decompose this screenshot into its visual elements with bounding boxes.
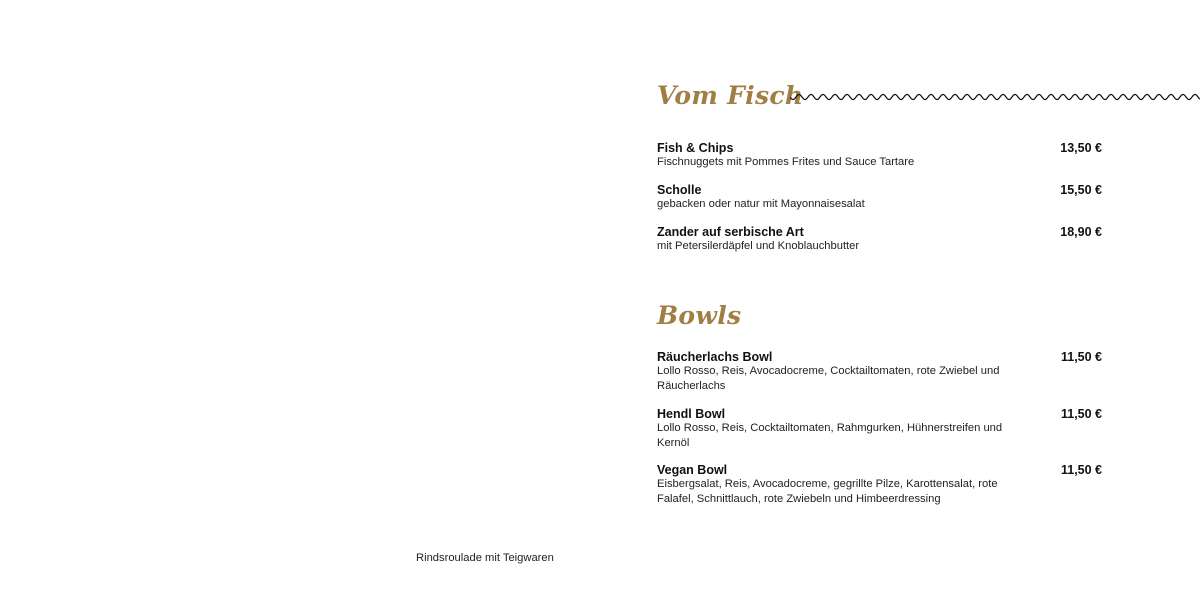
menu-item-price: 15,50 € bbox=[1060, 183, 1102, 197]
menu-item-description: Eisbergsalat, Reis, Avocadocreme, gegrillte Pilze, Karottensalat, rote Falafel, Schnittlauch, rote Zwiebeln und Himbeerdressing bbox=[657, 478, 998, 505]
menu-item bbox=[657, 141, 1102, 170]
section-title-bowls: Bowls bbox=[657, 301, 742, 330]
menu-item-price: 11,50 € bbox=[1060, 407, 1102, 421]
menu-item-description: Lollo Rosso, Reis, Avocadocreme, Cocktailtomaten, rote Zwiebel und Räucherlachs bbox=[657, 365, 1000, 392]
menu-item-price: 13,50 € bbox=[1060, 141, 1102, 155]
menu-item-name: Vegan Bowl bbox=[657, 463, 728, 477]
menu-item-name: Hendl Bowl bbox=[657, 407, 726, 421]
menu-item bbox=[657, 350, 1102, 393]
menu-item bbox=[657, 183, 1102, 212]
menu-item-description: mit Petersilerdäpfel und Knoblauchbutter bbox=[657, 240, 860, 252]
section-title-vom-fisch: Vom Fisch bbox=[657, 81, 804, 110]
menu-item-name: Räucherlachs Bowl bbox=[657, 350, 773, 364]
menu-item-price: 18,90 € bbox=[1060, 225, 1102, 239]
menu-item-name: Scholle bbox=[657, 183, 702, 197]
menu-item-description: Lollo Rosso, Reis, Cocktailtomaten, Rahmgurken, Hühnerstreifen und Kernöl bbox=[657, 422, 1003, 449]
menu-item-description: gebacken oder natur mit Mayonnaisesalat bbox=[657, 198, 865, 210]
footnote-text: Rindsroulade mit Teigwaren bbox=[416, 552, 554, 564]
menu-item bbox=[657, 463, 1102, 506]
menu-item bbox=[657, 225, 1102, 254]
menu-item bbox=[657, 407, 1102, 450]
menu-item-description: Fischnuggets mit Pommes Frites und Sauce Tartare bbox=[657, 156, 915, 168]
wavy-line-icon bbox=[790, 89, 1200, 105]
menu-item-name: Zander auf serbische Art bbox=[657, 225, 804, 239]
menu-item-price: 11,50 € bbox=[1060, 463, 1102, 477]
menu-item-price: 11,50 € bbox=[1060, 350, 1102, 364]
menu-item-name: Fish & Chips bbox=[657, 141, 734, 155]
